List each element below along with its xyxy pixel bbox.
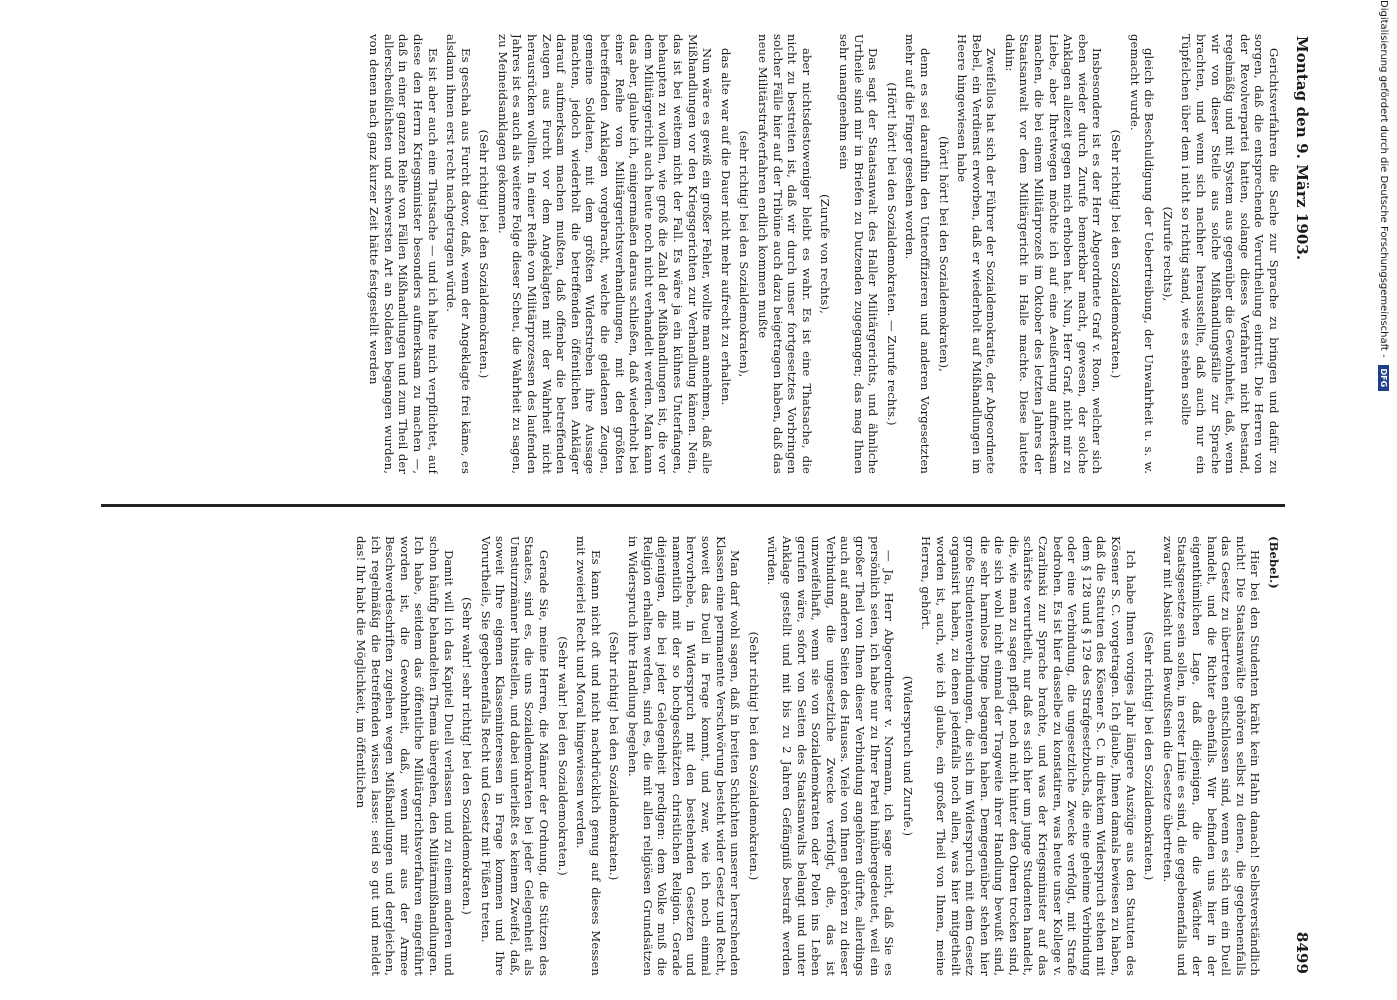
interjection: (Sehr wahr! sehr richtig! bei den Sozialdemokraten.): [460, 597, 475, 915]
interjection: (hört! hört! bei den Sozialdemokraten),: [936, 136, 951, 372]
paragraph: Ich habe Ihnen voriges Jahr längere Auszüge aus den Statuten des Kösener S. C. vorgetragen. Ich glaube, Ihnen damals bewiesen zu haben, daß die Statuten des Kösener S. C. in direktem Widerspruch stehen mit dem § 128 und § 129 des Strafgesetzbuchs, die eine geheime Verbindung oder eine Verbindung, die ungesetzliche Zwecke verfolgt, mit Strafe bedrohen. Es ist hier dasselbe zu konstatiren, was heute unser Kollege v. Czarlinski zur Sprache brachte, und was der Kriegsminister auf das schärfste verurtheilt, nur daß es sich hier um junge Studenten handelt, die, wie man zu sagen pflegt, noch nicht hinter den Ohren trocken sind, die sich wohl nicht einmal der Tragweite ihrer Handlung bewußt sind, die sehr harmlose Dinge begangen haben. Demgegenüber stehen hier große Studentenverbindungen, die sich im Widerspruch mit dem Gesetz organisirt haben, zu denen jedenfalls noch allen, was hier mitgetheilt worden ist, auch, wie ich glaube, ein großer Theil von Ihnen, meine Herren, gehört.: [919, 536, 1138, 976]
interjection: (Sehr richtig! bei den Sozialdemokraten.): [1109, 129, 1124, 379]
column-divider: [101, 504, 1285, 507]
interjection: (Widerspruch und Zurufe.): [900, 675, 915, 837]
page-number: 8499: [1293, 931, 1311, 974]
paragraph: Insbesondere ist es der Herr Abgeordnete Graf v. Roon, welcher sich eben wieder durch Zurufe bemerkbar macht, gewesen, der solche Anklagen allezeit gegen mich erhoben hat. Nun, Herr Graf, nicht mir zu Liebe, aber Ihretwegen möchte ich auf eine Aeußerung aufmerksam machen, die bei einem Militärprozeß im Oktober des letzten Jahres der Staatsanwalt vor dem Militärgericht in Halle machte. Diese lautete dahin:: [1002, 34, 1105, 474]
interjection: (Sehr richtig! bei den Sozialdemokraten.): [607, 631, 622, 881]
paragraph: Gerichtsverfahren die Sache zur Sprache zu bringen und dafür zu sorgen, daß die entsprechende Verurtheilung eintritt. Die Herren von der Revolverpartei hatten, solange dieses Verfahren nicht bestand, regelmäßig und mit System aus gegenüber die Gewohnheit, daß, wenn wir von dieser Stelle aus solche Mißhandlungsfälle zur Sprache brachten, und wenn sich nachher herausstellte, daß auch nur ein Tüpfelchen über dem i nicht so richtig stand, wie es stehen sollte: [1179, 34, 1281, 474]
interjection: (Zurufe rechts),: [1160, 206, 1175, 302]
footer-credit: Digitalisierung gefördert durch die Deutsche Forschungsgemeinschaft -: [1378, 0, 1389, 358]
paragraph: Das sagt der Staatsanwalt des Haller Militärgerichts, und ähnliche Urtheile sind mir in Briefen zu Dutzenden zugegangen; das mag Ihnen sehr unangenehm sein: [836, 34, 881, 474]
paragraph: Es geschah aus Furcht davor, daß, wenn der Angeklagte frei käme, es alsdann ihnen erst recht nachgetragen würde.: [444, 34, 473, 474]
column-right: [101, 34, 1281, 474]
page-header: [1287, 30, 1315, 980]
paragraph: Nun wäre es gewiß ein großer Fehler, wollte man annehmen, daß alle Mißhandlungen vor den Kriegsgerichten zur Verhandlung kämen. Nein, das ist bei weitem nicht der Fall. Es wäre ja ein kühnes Unterfangen, behaupten zu wollen, wie groß die Zahl der Mißhandlungen ist, die vor dem Militärgericht auch heute noch nicht verhandelt werden. Man kann das aber, glaube ich, einigermaßen daraus schließen, daß wiederholt bei einer Reihe von Militärgerichtsverhandlungen, mit den größten betreffenden Anklagen vorgebracht, welche die geladenen Zeugen, gemeine Soldaten, mit dem größten Widerstreben ihre Aussage machten, jedoch wiederholt die betreffenden öffentlichen Ankläger darauf aufmerksam machen mußten, daß offenbar die betreffenden Zeugen aus Furcht vor dem Angeklagten mit der Wahrheit nicht herausrücken wollten. In einer Reihe von Militärprozessen des laufenden Jahres ist es auch als weitere Folge dieser Scheu, die Wahrheit zu sagen, zu Meineidsanklagen gekommen.: [495, 34, 715, 474]
paragraph: — Ja, Herr Abgeordneter v. Normann, ich sage nicht, daß Sie es persönlich seien, ich habe nur zu Ihrer Partei hinübergedeutet, weil ein großer Theil von Ihnen dieser Verbindung angehören dürfte, allerdings auch auf anderen Seiten des Hauses. Viele von Ihnen gehören zu dieser Verbindung, die ungesetzliche Zwecke verfolgt, die, das ist unzweifelhaft, wenn sie von Sozialdemokraten oder Polen ins Leben gerufen wäre, sofort von Seiten des Staatsanwalts belangt und unter Anklage gestellt und mit bis zu 2 Jahren Gefängniß bestraft werden würden.: [765, 536, 897, 976]
interjection: (Sehr richtig! bei den Sozialdemokraten.): [1142, 631, 1157, 881]
interjection: (Sehr richtig! bei den Sozialdemokraten.): [477, 129, 492, 379]
paragraph: gleich die Beschuldigung der Uebertreibung, der Unwahrheit u. s. w. gemacht wurde.: [1127, 34, 1157, 474]
interjection: (Zurufe von rechts),: [818, 194, 833, 314]
page-date: Montag den 9. März 1903.: [1293, 36, 1311, 261]
column-left: [101, 536, 1281, 976]
paragraph: Man darf wohl sagen, daß in breiten Schichten unserer herrschenden Klassen eine permanente Verschwörung besteht wider Gesetz und Recht, soweit das Duell in Frage kommt, und zwar, wie ich noch einmal hervorhebe, in Widerspruch mit den bestehenden Gesetzen und namentlich mit der so hochgeschätzten christlichen Religion. Gerade diejenigen, die bei jeder Gelegenheit predigen: dem Volke muß die Religion erhalten werden, sind es, die mit allen religiösen Grundsätzen in Widerspruch ihre Handlung begehen.: [626, 536, 743, 976]
interjection: (Sehr wahr! bei den Sozialdemokraten.): [555, 636, 570, 876]
paragraph: Hier bei den Studenten kräht kein Hahn danach! Selbstverständlich nicht! Die Staatsanwälte gehören selbst zu denen, die gegebenenfalls das Gesetz zu übertreten entschlossen sind, wenn es sich um ein Duell handelt, und die Richter ebenfalls. Wir befinden uns hier in der eigenthümlichen Lage, daß diejenigen, die die Wächter der Staatsgesetze sein sollen, in erster Linie es sind, die gegebenenfalls und zwar mit Absicht und Bewußtsein die Gesetze übertreten.: [1160, 536, 1263, 976]
paragraph: Gerade Sie, meine Herren, die Männer der Ordnung, die Stützen des Staates, sind es, die uns Sozialdemokraten bei jeder Gelegenheit als Umsturzmänner hinstellen, und dabei unterließt es keinem Zweifel, daß, soweit Ihre eigenen Klasseninteressen in Frage kommen und Ihre Vorurtheile, Sie gegebenenfalls Recht und Gesetz mit Füßen treten.: [478, 536, 552, 976]
paragraph: Es ist aber auch eine Thatsache — und ich halte mich verpflichtet, auf diese den Herrn Kriegsminister besonders aufmerksam zu machen —, daß in einer ganzen Reihe von Fällen Mißhandlungen und zum Theil der allerscheußlichsten und schwersten Art an Soldaten begangen wurden, von denen nach ganz kurzer Zeit hätte festgestellt werden: [367, 34, 440, 474]
paragraph: aber nichtsdestoweniger bleibt es wahr. Es ist eine Thatsache, die nicht zu bestreiten ist, daß wir durch unser fortgesetztes Vorbringen solcher Fälle hier auf der Tribüne auch dazu beigetragen haben, daß das neue Militärstrafverfahren endlich kommen mußte: [756, 34, 814, 474]
interjection: (sehr richtig! bei den Sozialdemokraten),: [737, 130, 752, 378]
paragraph: Es kann nicht oft und nicht nachdrücklich genug auf dieses Messen mit zweierlei Recht und Moral hingewiesen werden.: [574, 536, 603, 976]
interjection: (Sehr richtig! bei den Sozialdemokraten.): [746, 631, 761, 881]
paragraph: denn es sei daraufhin den Unteroffizieren und anderen Vorgesetzten mehr auf die Finger gesehen worden.: [903, 34, 932, 474]
newspaper-page: [95, 30, 1315, 980]
dfg-logo-icon: DFG: [1379, 365, 1390, 391]
interjection: (Hört! hört! bei den Sozialdemokraten. — Zurufe rechts.): [884, 82, 899, 426]
speaker-name: (Bebel.): [1267, 536, 1281, 589]
paragraph: das alte war auf die Dauer nicht mehr aufrecht zu erhalten.: [718, 48, 733, 406]
paragraph: Zweifellos hat sich der Führer der Sozialdemokratie, der Abgeordnete Bebel, ein Verdienst erworben, daß er wiederholt auf Mißhandlungen im Heere hingewiesen habe: [955, 34, 999, 474]
paragraph: Damit will ich das Kapitel Duell verlassen und zu einem anderen und schon häufig behandelten Thema übergehen, den Militärmißhandlungen. Ich habe, seitdem das öffentliche Militärgerichtsverfahren eingeführt worden ist, die Gewohnheit, daß, wenn mir aus der Armee Beschwerdeschriften zugehen wegen Mißhandlungen und dergleichen, ich regelmäßig die Betreffenden wissen lasse: seid so gut und meldet das! Ihr habt die Möglichkeit, im öffentlichen: [353, 536, 456, 976]
